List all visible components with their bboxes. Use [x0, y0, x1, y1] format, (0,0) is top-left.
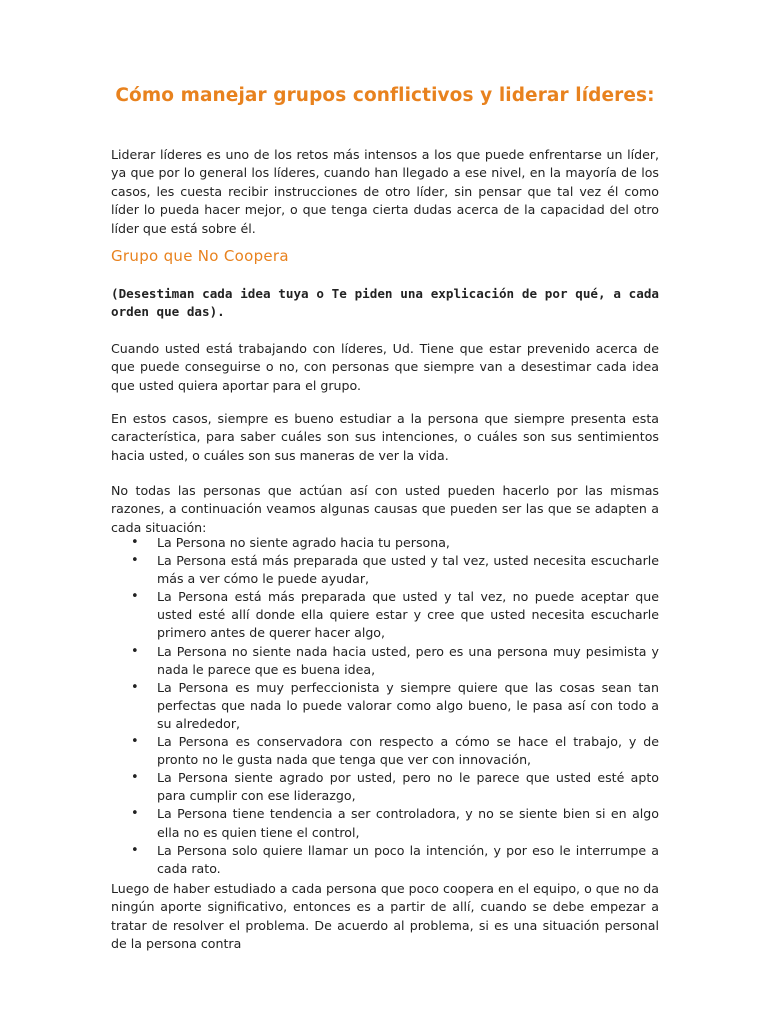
list-item	[111, 733, 659, 769]
closing-paragraph: Luego de haber estudiado a cada persona que poco coopera en el equipo, o que no da ningún aporte significativo, entonces es a partir de allí, cuando se debe empezar a tratar de resolver el problema. De acuerdo al problema, si es una situación personal de la persona contra	[111, 881, 659, 952]
body-paragraph: No todas las personas que actúan así con usted pueden hacerlo por las mismas razones, a continuación veamos algunas causas que pueden ser las que se adapten a cada situación:	[111, 483, 659, 535]
list-item-text: La Persona siente agrado por usted, pero no le parece que usted esté apto para cumplir con ese liderazgo,	[157, 770, 659, 804]
bullet-icon: •	[131, 589, 139, 605]
list-item	[111, 805, 659, 841]
bullet-icon: •	[131, 643, 139, 659]
list-item-text: La Persona está más preparada que usted y tal vez, usted necesita escucharle más a ver cómo le puede ayudar,	[157, 553, 659, 587]
list-item	[111, 588, 659, 642]
intro-paragraph: Liderar líderes es uno de los retos más intensos a los que puede enfrentarse un líder, ya que por lo general los líderes, cuando han llegado a ese nivel, en la mayoría de los casos, les cuesta recibir instrucciones de otro líder, sin pensar que tal vez él como líder lo pueda hacer mejor, o que tenga cierta dudas acerca de la capacidad del otro líder que está sobre él.	[111, 147, 659, 236]
list-item	[111, 643, 659, 679]
list-item-text: La Persona es muy perfeccionista y siempre quiere que las cosas sean tan perfectas que nada lo puede valorar como algo bueno, le pasa así con todo a su alrededor,	[157, 679, 659, 731]
bullet-icon: •	[131, 770, 139, 786]
bullet-icon: •	[131, 535, 139, 550]
bullet-icon: •	[131, 842, 139, 858]
list-item-text: La Persona no siente nada hacia usted, pero es una persona muy pesimista y nada le parece que es buena idea,	[157, 643, 659, 677]
list-item	[111, 679, 659, 733]
list-item-text: La Persona es conservadora con respecto a cómo se hace el trabajo, y de pronto no le gusta nada que tenga que ver con innovación,	[157, 734, 659, 768]
list-item-text: La Persona está más preparada que usted y tal vez, no puede aceptar que usted esté allí donde ella quiere estar y cree que usted necesita escucharle primero antes de querer hacer algo,	[157, 589, 659, 641]
section-heading: Grupo que No Coopera	[111, 247, 289, 265]
list-item	[111, 769, 659, 805]
document-title: Cómo manejar grupos conflictivos y liderar líderes:	[115, 85, 655, 106]
causes-list	[111, 534, 659, 878]
list-item-text: La Persona solo quiere llamar un poco la intención, y por eso le interrumpe a cada rato.	[157, 842, 659, 876]
body-paragraph: En estos casos, siempre es bueno estudiar a la persona que siempre presenta esta característica, para saber cuáles son sus intenciones, o cuáles son sus sentimientos hacia usted, o cuáles son sus maneras de ver la vida.	[111, 411, 659, 463]
bullet-icon: •	[131, 679, 139, 695]
bullet-icon: •	[131, 806, 139, 822]
list-item	[111, 534, 659, 552]
section-subtitle: (Desestiman cada idea tuya o Te piden una explicación de por qué, a cada orden que das).	[111, 286, 659, 320]
list-item-text: La Persona no siente agrado hacia tu persona,	[157, 535, 450, 550]
bullet-icon: •	[131, 734, 139, 750]
body-paragraph: Cuando usted está trabajando con líderes, Ud. Tiene que estar prevenido acerca de que puede conseguirse o no, con personas que siempre van a desestimar cada idea que usted quiera aportar para el grupo.	[111, 341, 659, 393]
list-item-text: La Persona tiene tendencia a ser controladora, y no se siente bien si en algo ella no es quien tiene el control,	[157, 806, 659, 840]
list-item	[111, 552, 659, 588]
list-item	[111, 842, 659, 878]
bullet-icon: •	[131, 553, 139, 569]
